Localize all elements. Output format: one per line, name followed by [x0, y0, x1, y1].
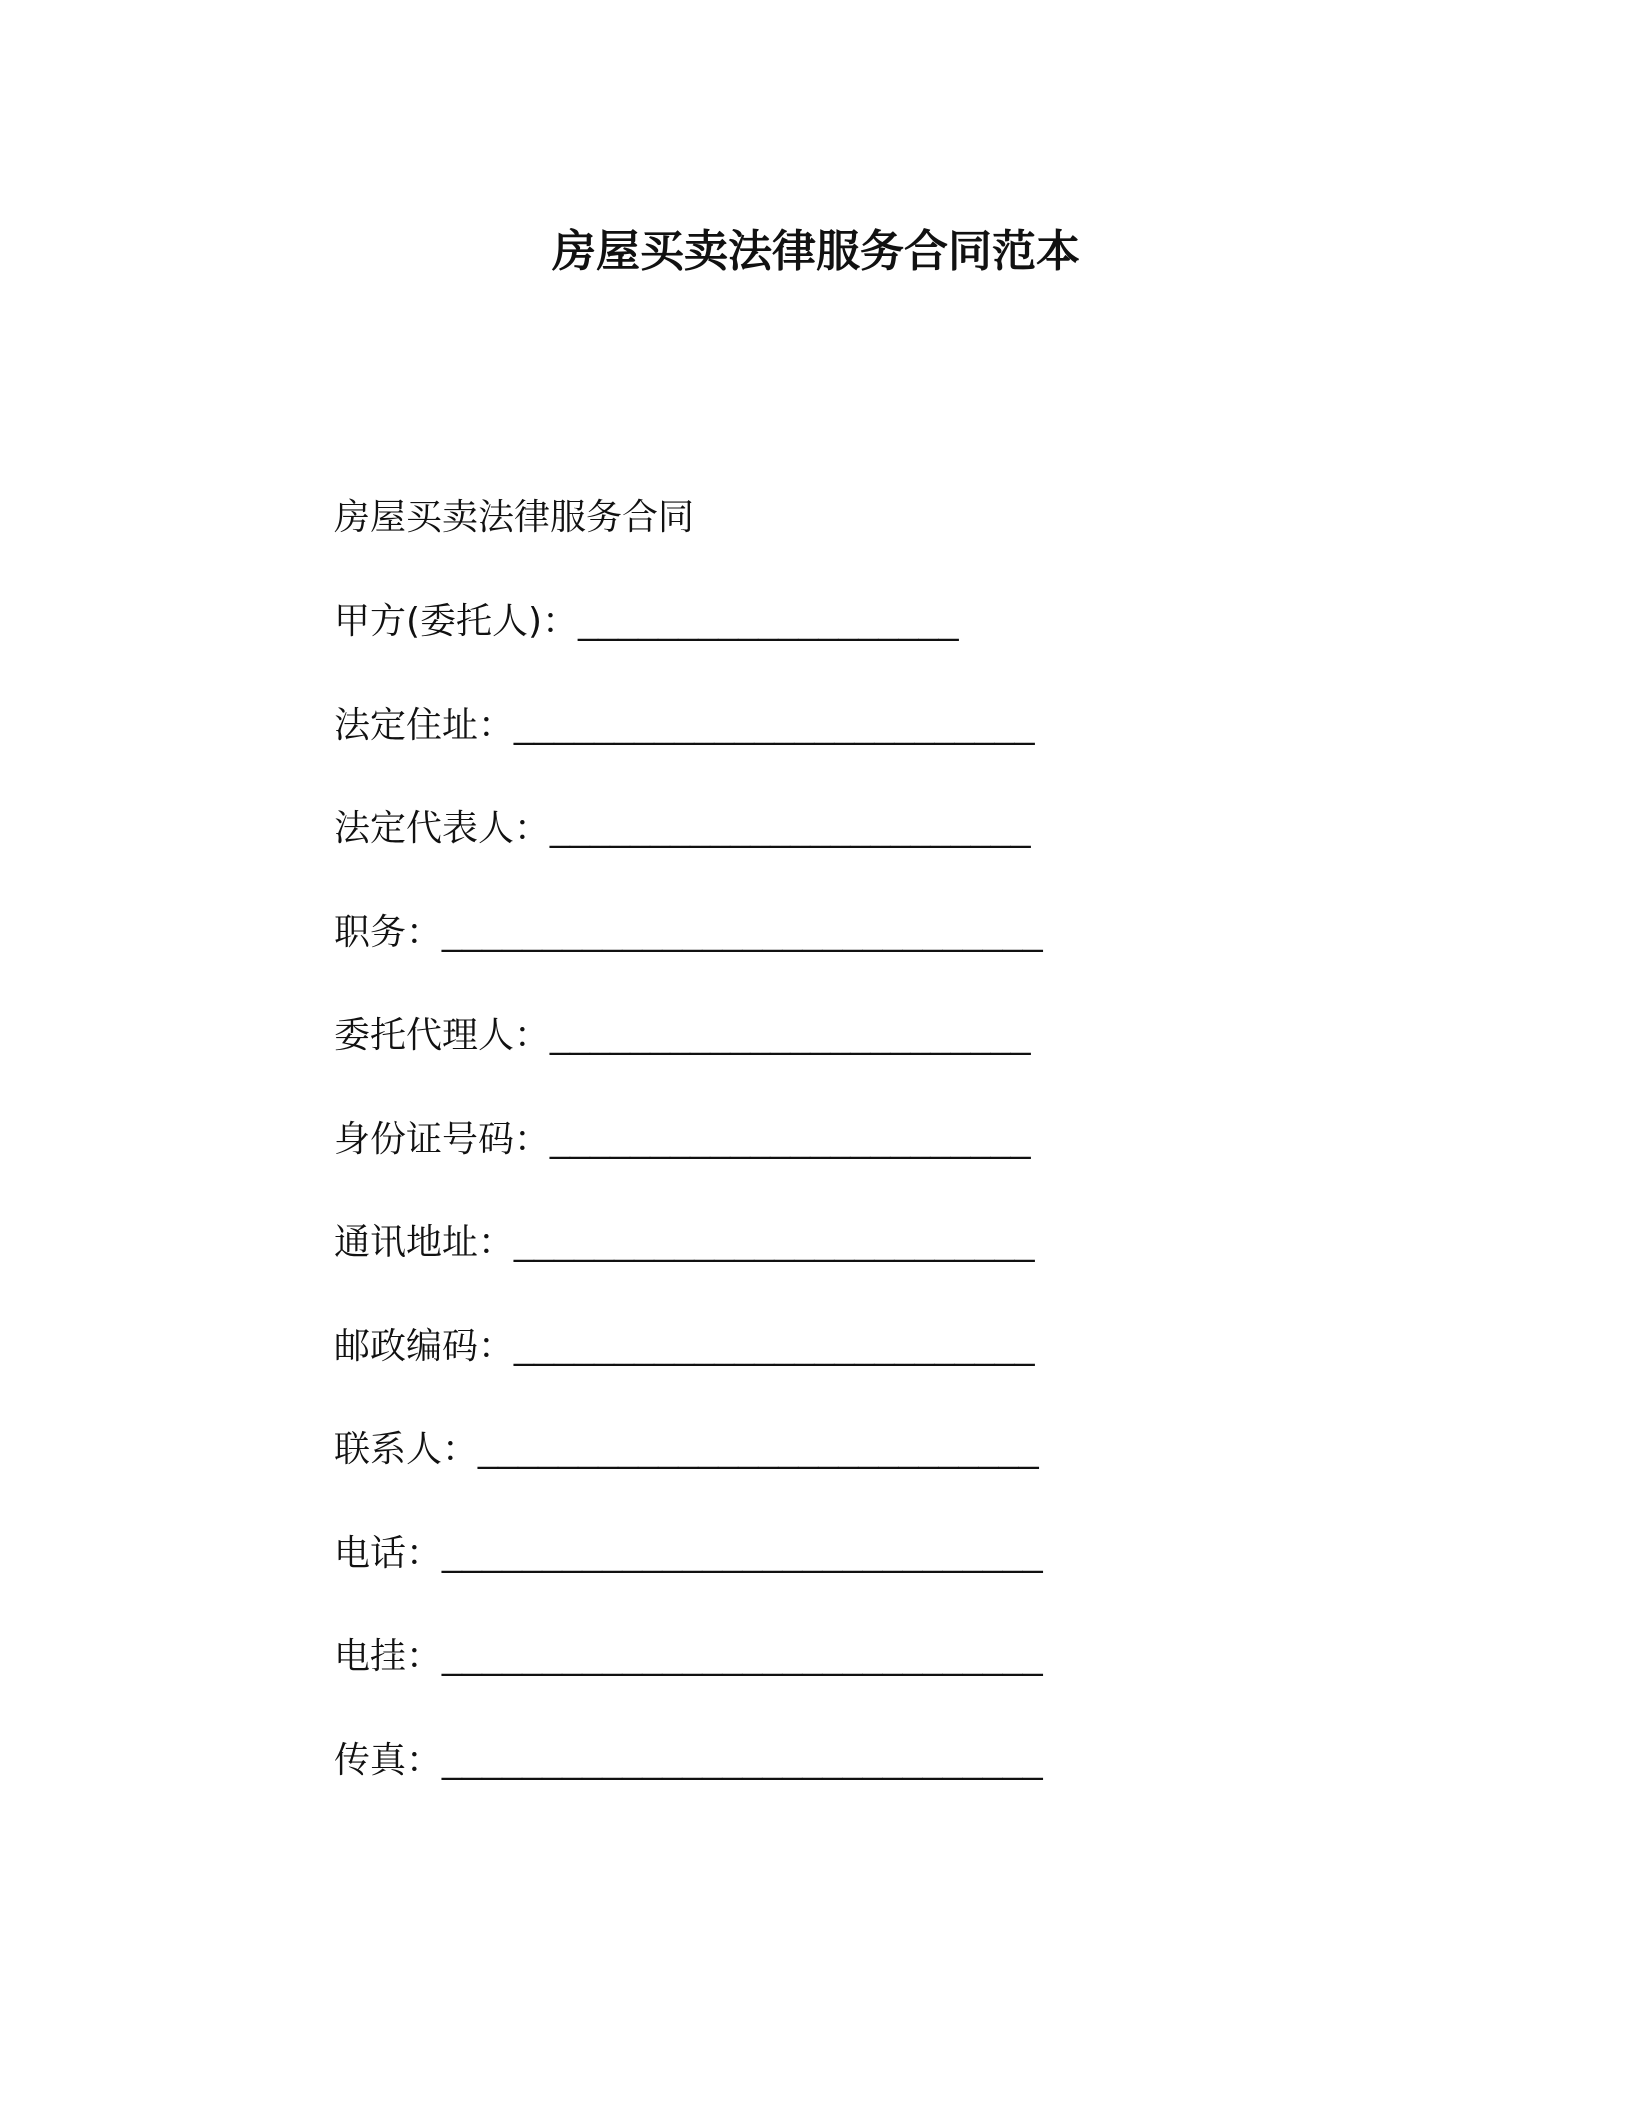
- field-label: 电话：: [334, 1532, 443, 1574]
- field-fax: [334, 1737, 1334, 1841]
- fill-in-blank: __________________________: [514, 1325, 1035, 1367]
- field-label: 传真：: [334, 1739, 443, 1781]
- field-label: 联系人：: [334, 1429, 479, 1470]
- field-cable: [334, 1633, 1334, 1737]
- fill-in-blank: ___________________: [578, 601, 959, 642]
- field-label: 电挂：: [334, 1636, 443, 1677]
- field-phone: [334, 1530, 1334, 1634]
- fill-in-blank: ________________________: [550, 1118, 1031, 1160]
- field-postal-code: [334, 1323, 1334, 1427]
- field-label: 通讯地址：: [334, 1222, 515, 1263]
- party-info-fields: [334, 598, 1334, 1840]
- contract-subtitle: 房屋买卖法律服务合同: [334, 497, 695, 538]
- field-label: 邮政编码：: [334, 1325, 515, 1367]
- field-label: 法定代表人：: [334, 808, 551, 849]
- fill-in-blank: __________________________: [514, 1222, 1035, 1263]
- field-label: 身份证号码：: [334, 1118, 551, 1160]
- fill-in-blank: __________________________: [514, 704, 1035, 746]
- fill-in-blank: ______________________________: [442, 1532, 1043, 1574]
- field-label: 职务：: [334, 911, 443, 953]
- field-mailing-address: [334, 1219, 1334, 1323]
- field-label: 甲方(委托人)：: [334, 601, 579, 642]
- fill-in-blank: ____________________________: [478, 1429, 1039, 1470]
- document-title: 房屋买卖法律服务合同范本: [552, 226, 1080, 277]
- fill-in-blank: ________________________: [550, 808, 1031, 849]
- field-position: [334, 909, 1334, 1013]
- field-label: 委托代理人：: [334, 1015, 551, 1056]
- field-party-a: [334, 598, 1334, 702]
- field-authorized-agent: [334, 1012, 1334, 1116]
- field-legal-address: [334, 702, 1334, 806]
- fill-in-blank: ______________________________: [442, 1636, 1043, 1677]
- field-label: 法定住址：: [334, 704, 515, 746]
- fill-in-blank: ________________________: [550, 1015, 1031, 1056]
- field-id-number: [334, 1116, 1334, 1220]
- field-contact-person: [334, 1426, 1334, 1530]
- fill-in-blank: ______________________________: [442, 911, 1043, 953]
- fill-in-blank: ______________________________: [442, 1739, 1043, 1781]
- field-legal-representative: [334, 805, 1334, 909]
